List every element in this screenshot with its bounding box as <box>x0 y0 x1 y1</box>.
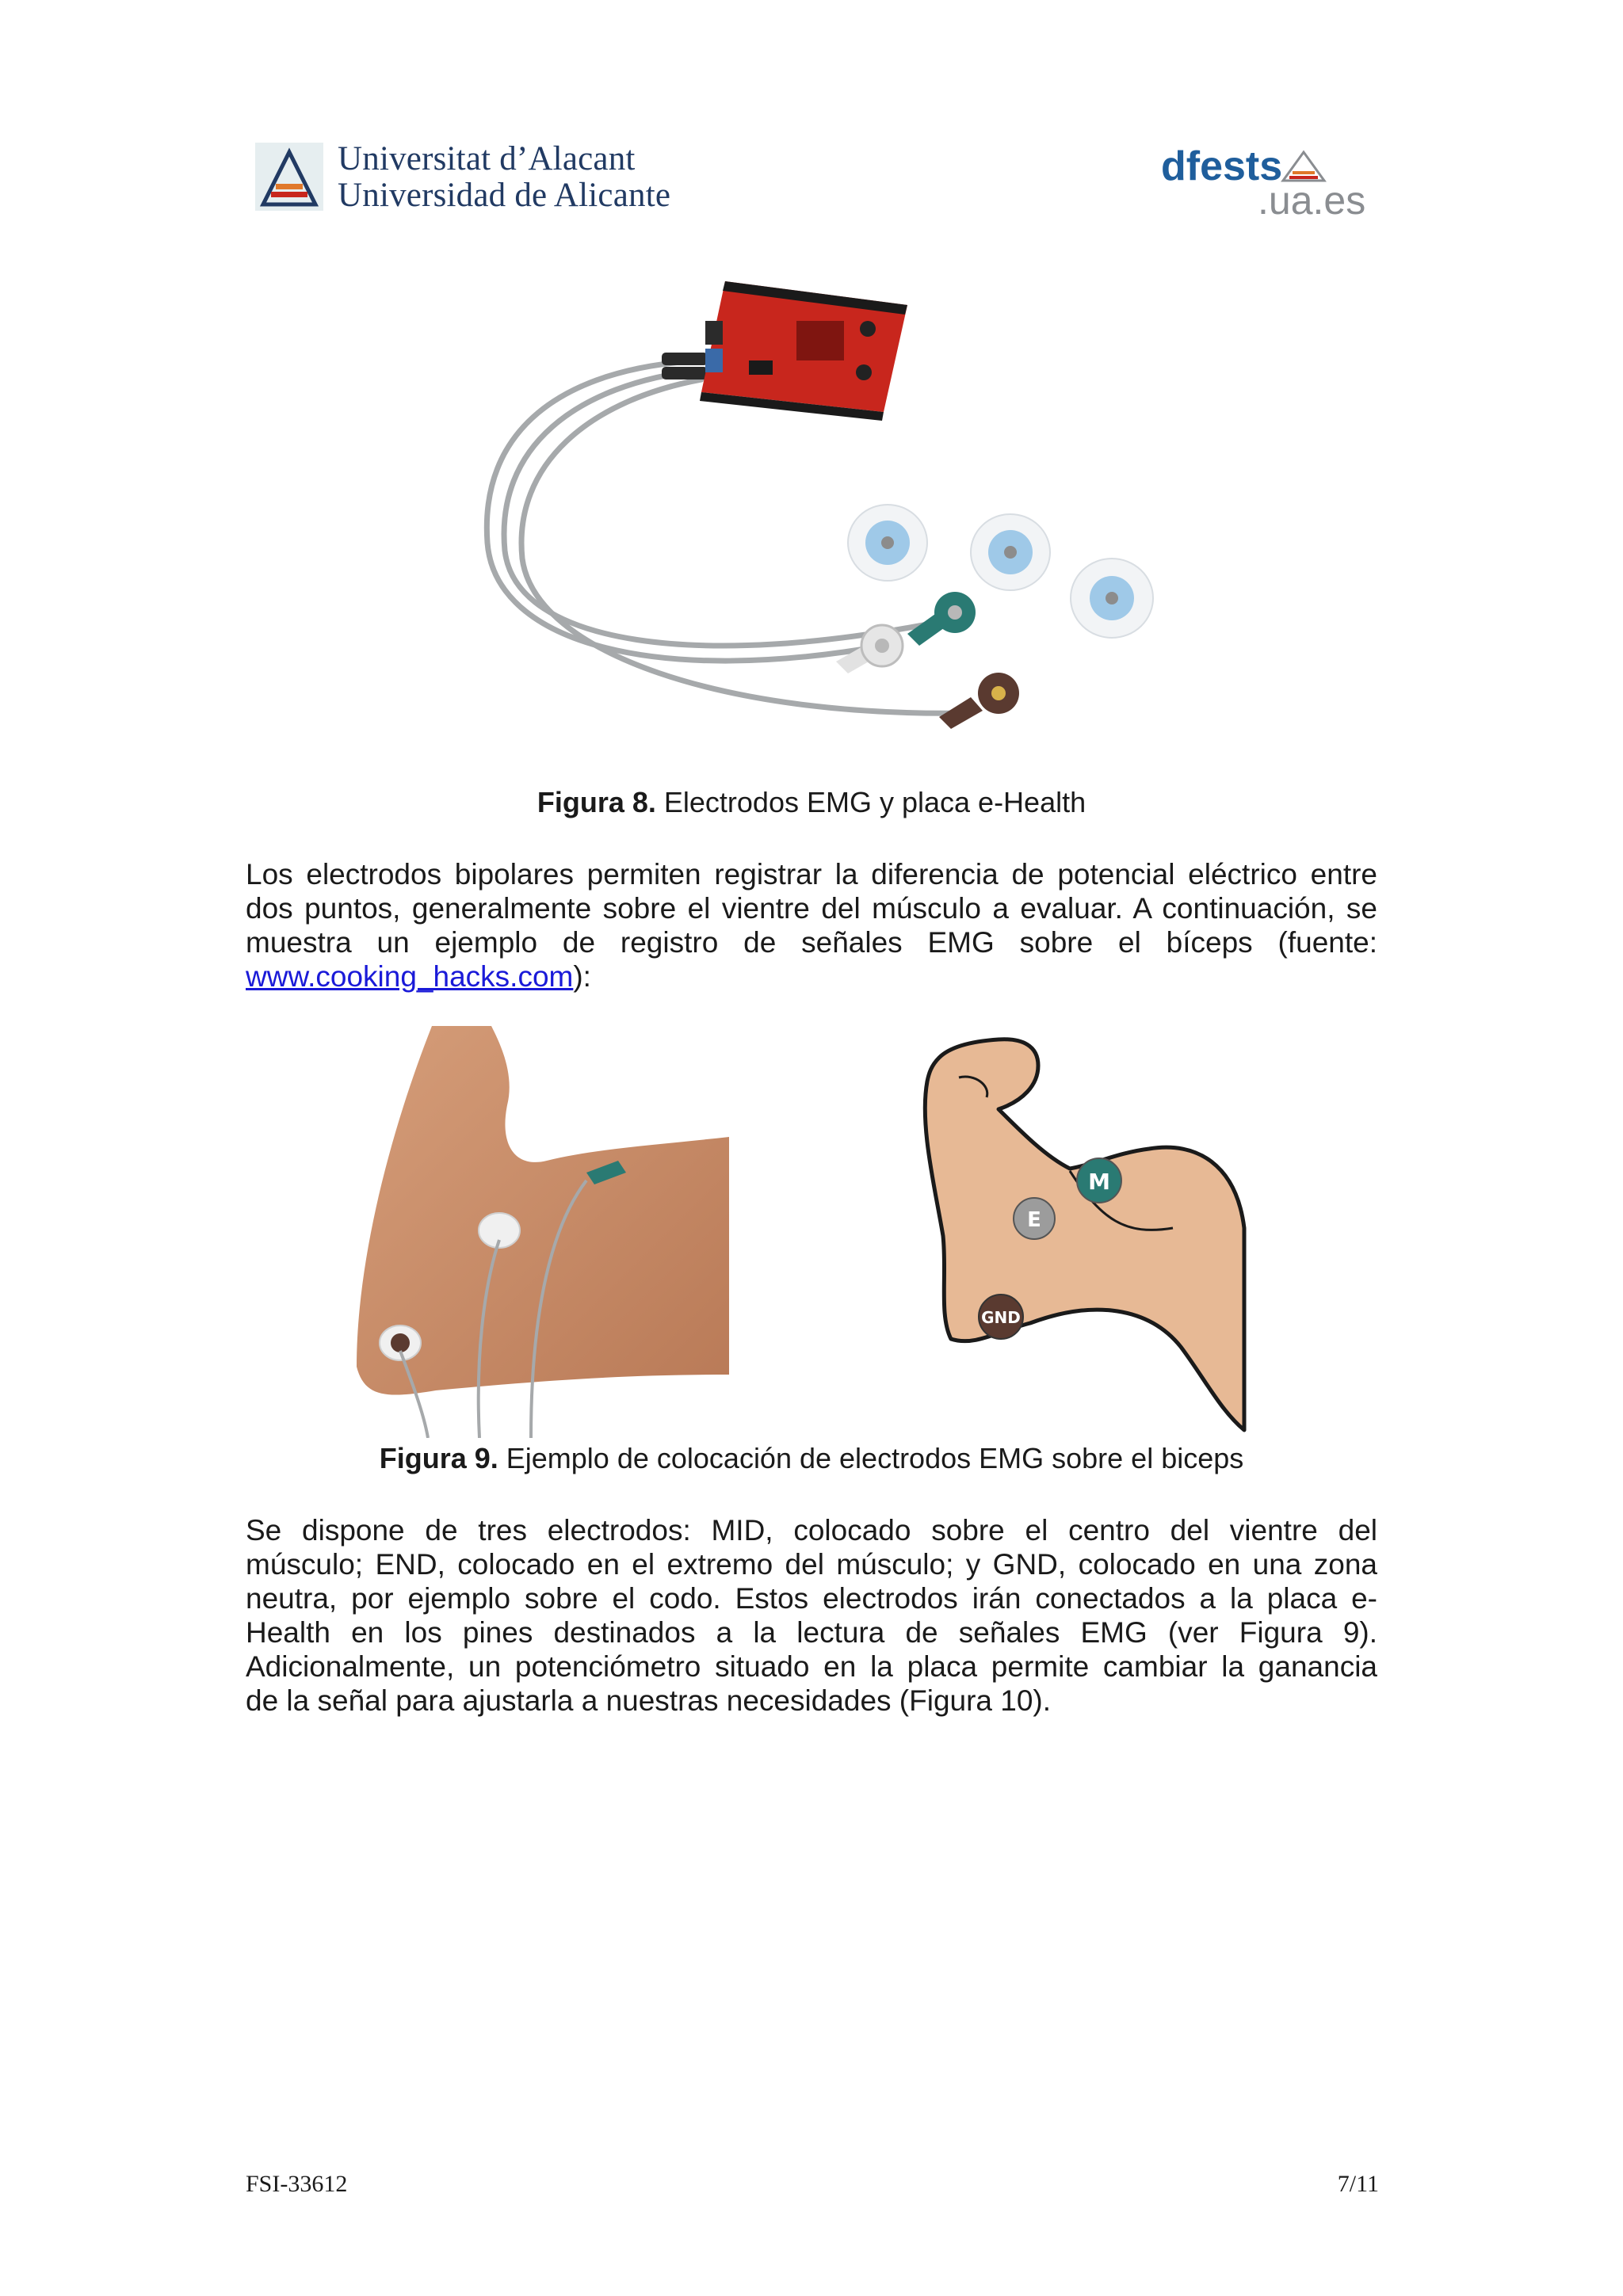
paragraph-electrode-placement <box>246 1513 1377 1718</box>
figure-9-label: Figura 9. <box>379 1442 498 1474</box>
electrode-pads <box>848 505 1153 638</box>
figure-9-arm-illustration <box>911 1030 1292 1434</box>
figure-9-caption-text: Ejemplo de colocación de electrodos EMG sobre el biceps <box>498 1442 1244 1474</box>
electrode-gnd-label: GND <box>981 1308 1021 1327</box>
paragraph-line: neutra, por ejemplo sobre el codo. Estos electrodos irán conectados a la placa e- <box>246 1582 1377 1615</box>
figure-9-arm-photo <box>341 1026 729 1438</box>
paragraph-line: dos puntos, generalmente sobre el vientre del músculo a evaluar. A continuación, se <box>246 892 1377 925</box>
electrode-m-label: M <box>1088 1169 1110 1195</box>
paragraph-line: Se dispone de tres electrodos: MID, colocado sobre el centro del vientre del <box>246 1514 1377 1547</box>
university-logo <box>255 139 671 215</box>
department-logo-word: dfests <box>1161 143 1283 189</box>
electrode-gnd-marker <box>979 1295 1023 1339</box>
figure-8-caption-text: Electrodos EMG y placa e-Health <box>655 786 1086 818</box>
paragraph-line: Los electrodos bipolares permiten registrar la diferencia de potencial eléctrico entre <box>246 858 1377 891</box>
electrode-e-label: E <box>1027 1208 1041 1232</box>
footer-page-number: 7/11 <box>1337 2171 1379 2197</box>
paragraph-line: músculo; END, colocado en el extremo del músculo; y GND, colocado en una zona <box>246 1548 1377 1581</box>
electrode-e-marker <box>1014 1198 1055 1239</box>
paragraph-line: de la señal para ajustarla a nuestras necesidades (Figura 10). <box>246 1684 1052 1717</box>
paragraph-line: muestra un ejemplo de registro de señales EMG sobre el bíceps (fuente: <box>246 926 1377 959</box>
source-link[interactable]: www.cooking_hacks.com <box>246 960 574 993</box>
department-logo-domain: .ua.es <box>1258 178 1366 223</box>
paragraph-line <box>246 959 1377 994</box>
figure-8-caption <box>0 786 1623 819</box>
paragraph-electrodes-intro <box>246 857 1377 994</box>
paragraph-line: Adicionalmente, un potenciómetro situado en la placa permite cambiar la ganancia <box>246 1650 1377 1683</box>
electrode-m-marker <box>1077 1158 1121 1203</box>
department-logo <box>1161 143 1375 230</box>
figure-8-emg-electrodes-board-image <box>464 273 1193 749</box>
figure-8-label: Figura 8. <box>537 786 656 818</box>
figure-9-caption <box>0 1442 1623 1475</box>
paragraph-line-tail: ): <box>573 960 591 993</box>
university-name-spanish: Universidad de Alicante <box>338 177 671 214</box>
ehealth-board <box>700 281 907 421</box>
paragraph-line: Health en los pines destinados a la lectura de señales EMG (ver Figura 9). <box>246 1616 1377 1649</box>
footer-document-code: FSI-33612 <box>246 2171 348 2197</box>
university-name-valencian: Universitat d’Alacant <box>338 140 636 177</box>
university-emblem-icon <box>255 143 323 211</box>
